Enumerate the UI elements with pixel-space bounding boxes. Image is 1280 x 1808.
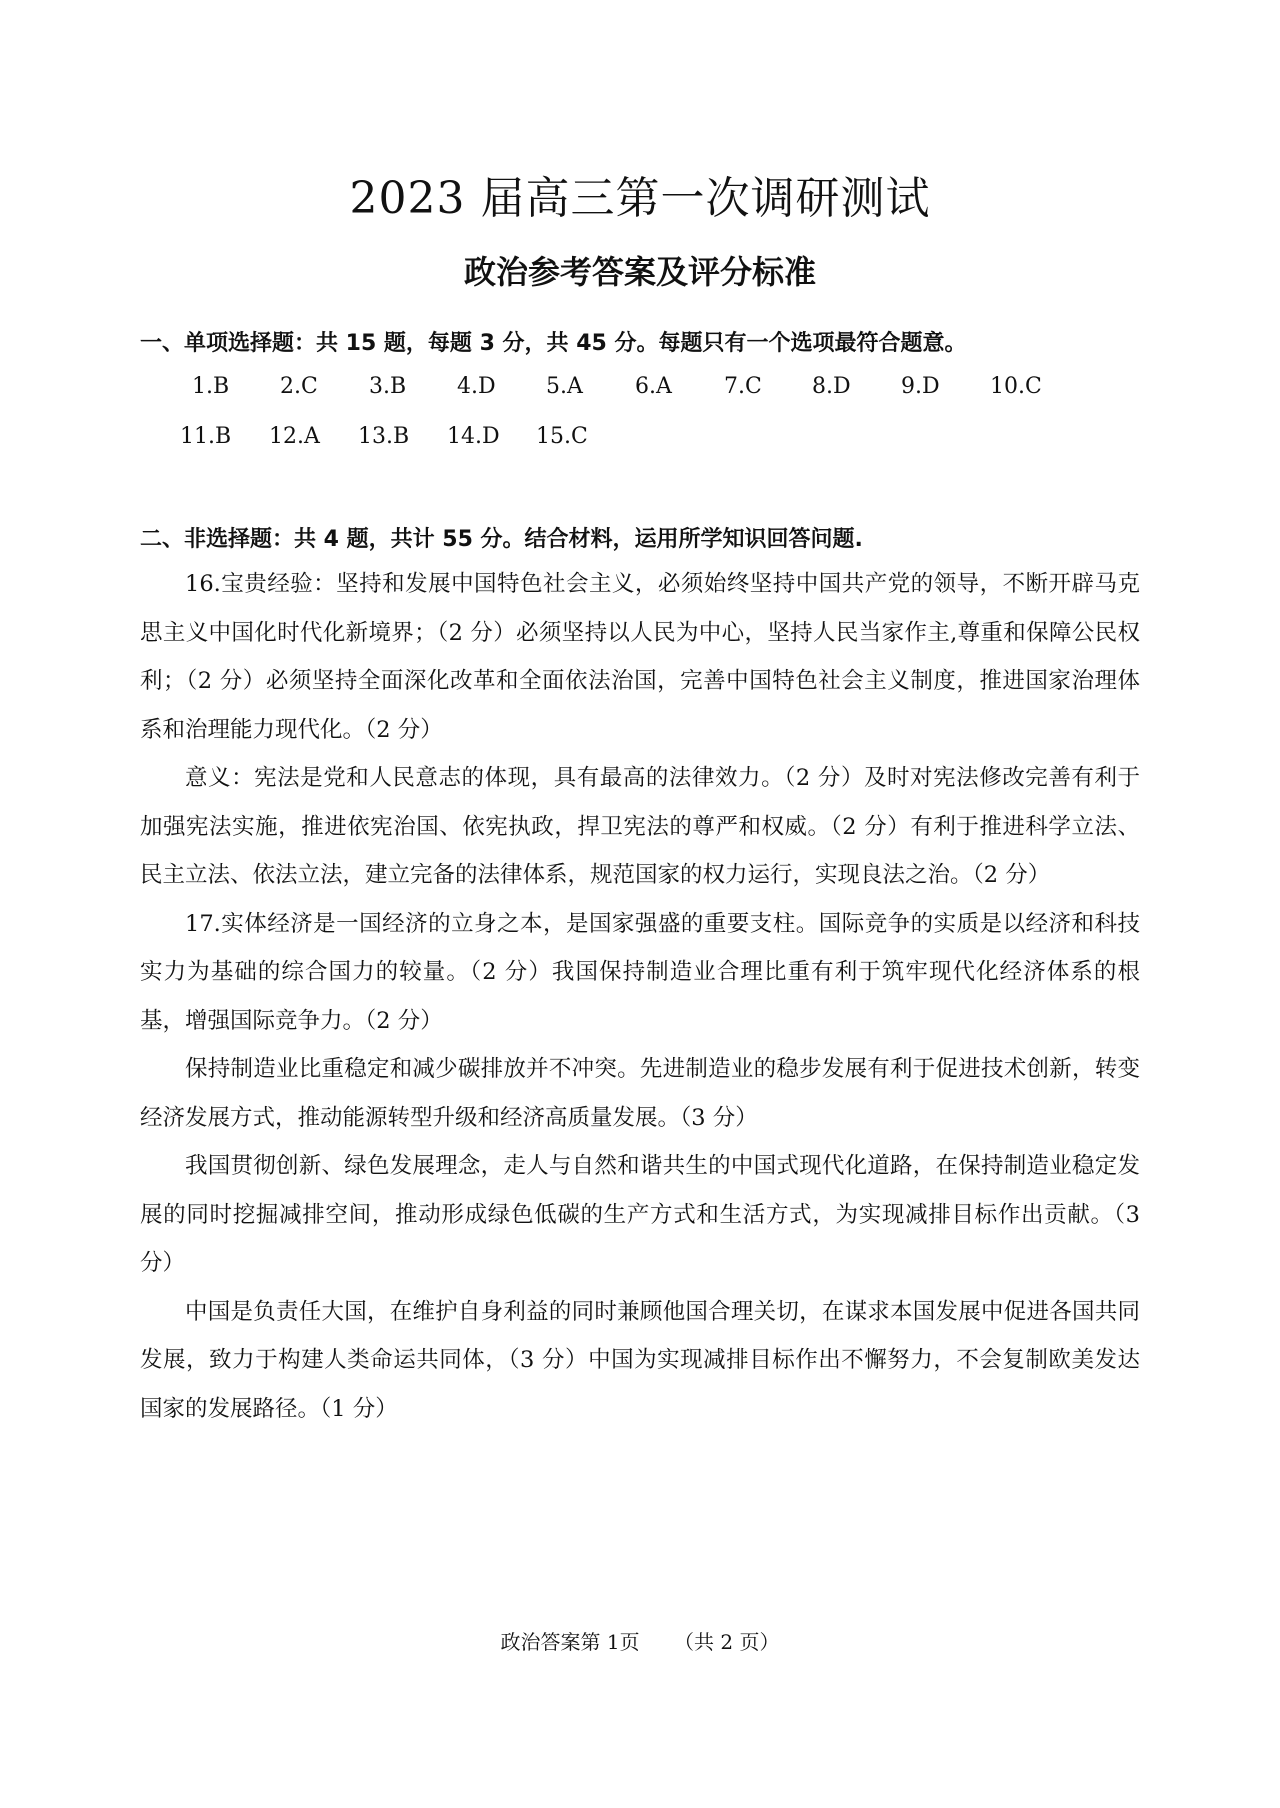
paragraph-17-c: 我国贯彻创新、绿色发展理念，走人与自然和谐共生的中国式现代化道路，在保持制造业稳定发展的同时挖掘减排空间，推动形成绿色低碳的生产方式和生活方式，为实现减排目标作出贡献。（3 分） [140, 1153, 1140, 1276]
answer-item: 7.C [724, 374, 762, 399]
document-subtitle: 政治参考答案及评分标准 [463, 253, 816, 291]
paragraph-17-b: 保持制造业比重稳定和减少碳排放并不冲突。先进制造业的稳步发展有利于促进技术创新，转变经济发展方式，推动能源转型升级和经济高质量发展。（3 分） [140, 1056, 1140, 1131]
answer-row-1 [170, 374, 1070, 424]
paragraph-16-significance: 意义：宪法是党和人民意志的体现，具有最高的法律效力。（2 分）及时对宪法修改完善有利于加强宪法实施，推进依宪治国、依宪执政，捍卫宪法的尊严和权威。（2 分）有利于推进科学立法、民主立法、依法立法，建立完备的法律体系，规范国家的权力运行，实现良法之治。（2 分） [140, 765, 1140, 888]
answer-key [170, 374, 1070, 474]
answer-item: 6.A [635, 374, 672, 399]
answer-item: 15.C [536, 424, 588, 449]
section-2-body [140, 560, 1140, 1433]
document-title: 2023 届高三第一次调研测试 [349, 173, 931, 224]
answer-item: 14.D [447, 424, 500, 449]
paragraph-16-experience: 16.宝贵经验：坚持和发展中国特色社会主义，必须始终坚持中国共产党的领导，不断开辟马克思主义中国化时代化新境界；（2 分）必须坚持以人民为中心，坚持人民当家作主,尊重和保障公民权利；（2 分）必须坚持全面深化改革和全面依法治国，完善中国特色社会主义制度，推进国家治理体系和治理能力现代化。（2 分） [140, 571, 1140, 743]
answer-item: 8.D [812, 374, 851, 399]
answer-item: 13.B [358, 424, 410, 449]
page-footer [0, 1626, 1280, 1655]
answer-item: 10.C [990, 374, 1042, 399]
paragraph-17-a: 17.实体经济是一国经济的立身之本，是国家强盛的重要支柱。国际竞争的实质是以经济和科技实力为基础的综合国力的较量。（2 分）我国保持制造业合理比重有利于筑牢现代化经济体系的根基，增强国际竞争力。（2 分） [140, 910, 1140, 1034]
answer-item: 1.B [192, 374, 230, 399]
answer-row-2 [170, 424, 1070, 474]
answer-item: 3.B [369, 374, 407, 399]
section-1-heading: 一、单项选择题：共 15 题，每题 3 分，共 45 分。每题只有一个选项最符合题意。 [140, 331, 967, 356]
answer-item: 11.B [180, 424, 232, 449]
paragraph-17-d: 中国是负责任大国，在维护自身利益的同时兼顾他国合理关切，在谋求本国发展中促进各国共同发展，致力于构建人类命运共同体，（3 分）中国为实现减排目标作出不懈努力，不会复制欧美发达国家的发展路径。（1 分） [140, 1298, 1140, 1422]
footer-page-number: 政治答案第 1页 [500, 1630, 640, 1654]
answer-item: 2.C [280, 374, 318, 399]
answer-item: 12.A [269, 424, 320, 449]
answer-item: 9.D [901, 374, 940, 399]
footer-total-pages: （共 2 页） [674, 1630, 780, 1654]
section-2-heading: 二、非选择题：共 4 题，共计 55 分。结合材料，运用所学知识回答问题. [140, 527, 863, 552]
answer-item: 4.D [457, 374, 496, 399]
answer-item: 5.A [546, 374, 583, 399]
